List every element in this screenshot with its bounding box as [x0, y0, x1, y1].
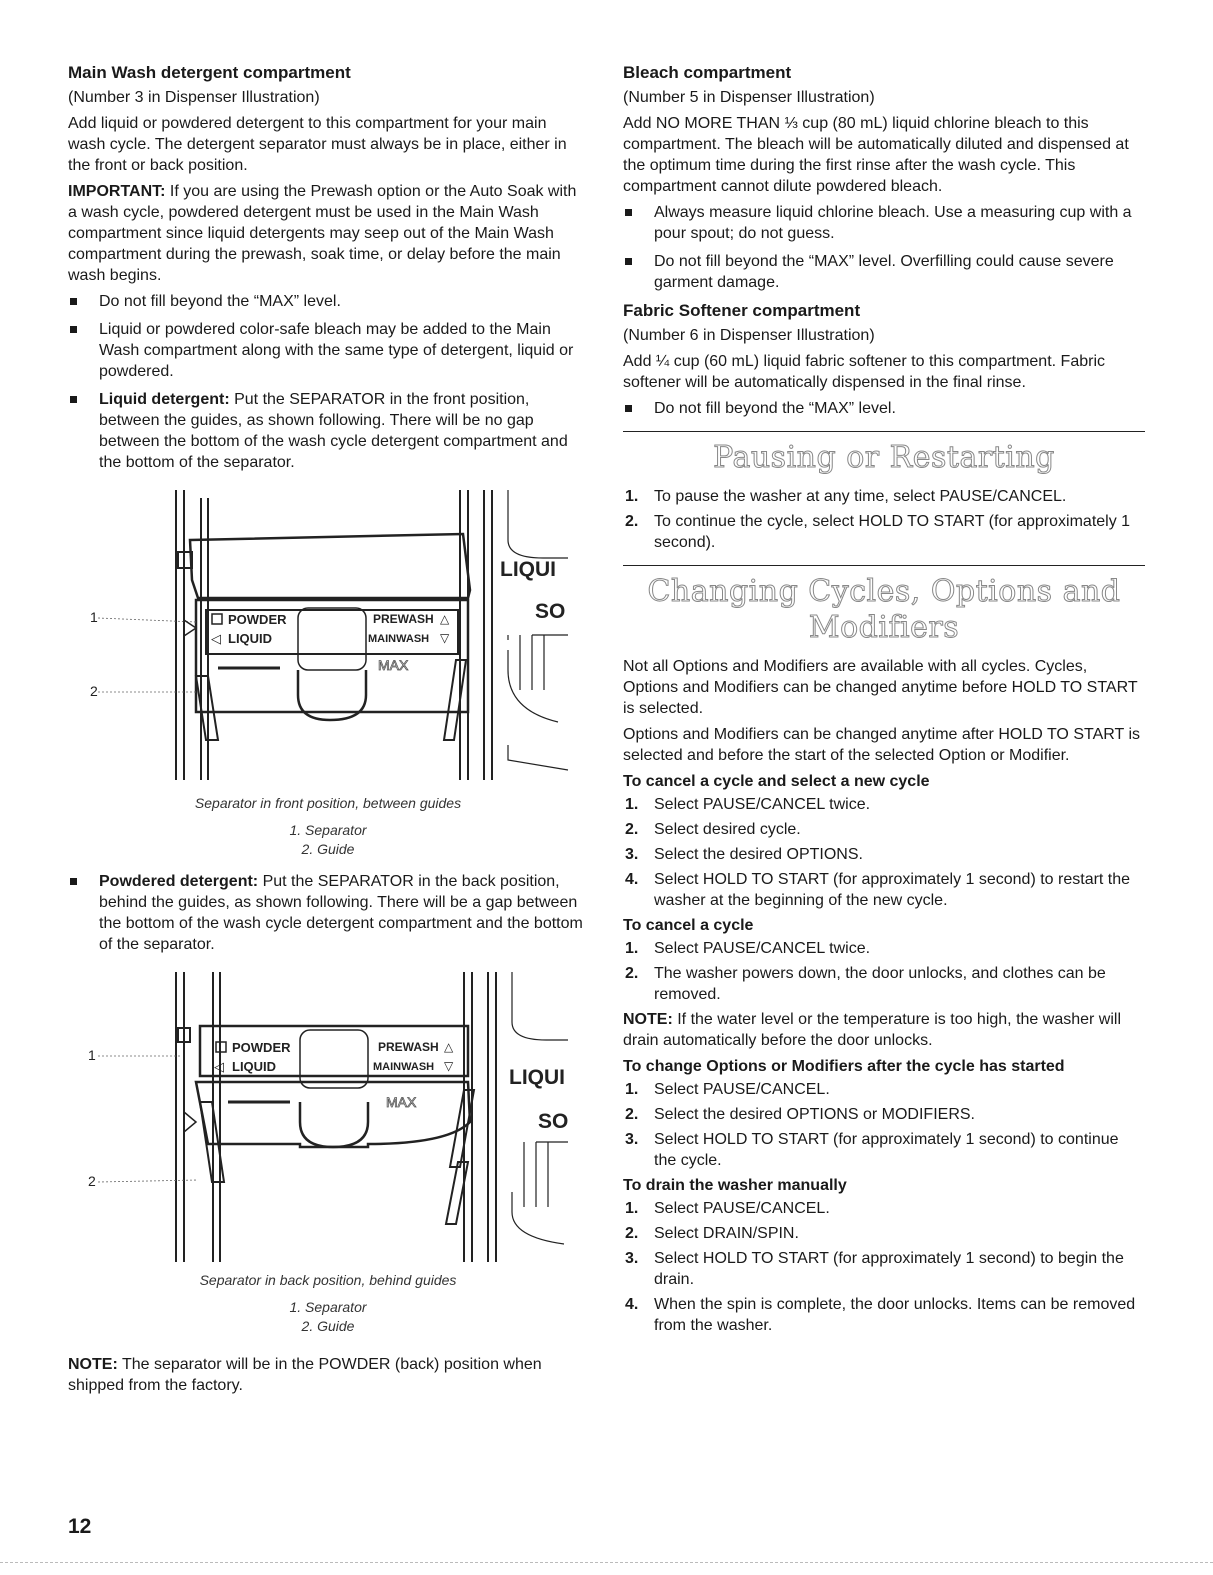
main-wash-subtitle: (Number 3 in Dispenser Illustration)	[68, 89, 320, 106]
cancel-cycle-steps	[623, 938, 1145, 1005]
cancel-new-cycle-heading: To cancel a cycle and select a new cycle	[623, 773, 930, 790]
pausing-section-title: Pausing or Restarting	[713, 440, 1055, 475]
bullet-color-safe-bleach: Liquid or powdered color-safe bleach may be added to the Main Wash compartment along with the same type of detergent, liquid or powdered.	[68, 319, 588, 382]
bleach-bullet-max: Do not fill beyond the “MAX” level. Overfilling could cause severe garment damage.	[623, 251, 1145, 293]
bleach-heading: Bleach compartment	[623, 63, 792, 82]
factory-note-text: The separator will be in the POWDER (back) position when shipped from the factory.	[68, 1356, 542, 1394]
fig2-max-mark: MAX	[386, 1094, 417, 1110]
cancel-new-step-2: 2. Select desired cycle.	[625, 821, 801, 838]
fig1-legend-2: 2. Guide	[301, 841, 355, 857]
fig1-callout-1: 1	[90, 609, 98, 625]
softener-bullet-max: Do not fill beyond the “MAX” level.	[623, 398, 1145, 419]
fig1-so-label: SO	[535, 600, 566, 623]
powdered-bullet-list	[68, 871, 588, 955]
softener-subtitle: (Number 6 in Dispenser Illustration)	[623, 327, 875, 344]
change-step-1: 1. Select PAUSE/CANCEL.	[625, 1081, 830, 1098]
drain-step-4: 4. When the spin is complete, the door unlocks. Items can be removed from the washer.	[625, 1296, 1136, 1334]
right-column	[623, 62, 1145, 1340]
fig1-callout-2: 2	[90, 683, 98, 699]
change-options-heading: To change Options or Modifiers after the cycle has started	[623, 1058, 1065, 1075]
fig1-caption: Separator in front position, between guides	[194, 795, 462, 811]
main-wash-heading: Main Wash detergent compartment	[68, 63, 351, 82]
bullet-powdered-detergent	[68, 871, 588, 955]
left-column	[68, 62, 588, 1401]
fig2-powder-label: POWDER	[232, 1040, 291, 1055]
fig2-liqui-label: LIQUI	[509, 1066, 565, 1089]
fig1-liqui-label: LIQUI	[500, 558, 556, 581]
fig1-prewash-label: PREWASH	[373, 612, 434, 626]
drain-step-1: 1. Select PAUSE/CANCEL.	[625, 1200, 830, 1217]
pausing-step-2: 2. To continue the cycle, select HOLD TO START (for approximately 1 second).	[625, 513, 1131, 551]
bullet-liquid-detergent	[68, 389, 588, 473]
fig2-liquid-arrow-icon: ◁	[214, 1059, 224, 1074]
page-number: 12	[68, 1515, 92, 1538]
separator-back-illustration	[68, 962, 588, 1267]
change-step-3: 3. Select HOLD TO START (for approximately 1 second) to continue the cycle.	[625, 1131, 1119, 1169]
changing-paragraph-2: Options and Modifiers can be changed anytime after HOLD TO START is selected and before the start of the selected Option or Modifier.	[623, 726, 1140, 764]
powdered-detergent-label: Powdered detergent:	[99, 873, 259, 890]
pausing-step-1: 1. To pause the washer at any time, select PAUSE/CANCEL.	[625, 488, 1067, 505]
separator-front-illustration	[68, 480, 588, 790]
fig2-prewash-arrow-icon: △	[444, 1040, 454, 1054]
fig1-prewash-arrow-icon: △	[440, 612, 450, 626]
fig1-mainwash-arrow-icon: ▽	[440, 631, 450, 645]
main-wash-bullets	[68, 291, 588, 473]
cancel-cycle-heading: To cancel a cycle	[623, 917, 754, 934]
cancel-new-step-3: 3. Select the desired OPTIONS.	[625, 846, 863, 863]
bleach-bullet-measure: Always measure liquid chlorine bleach. Use a measuring cup with a pour spout; do not guess.	[623, 202, 1145, 244]
separator-front-figure	[68, 480, 588, 859]
drain-step-2: 2. Select DRAIN/SPIN.	[625, 1225, 799, 1242]
bleach-subtitle: (Number 5 in Dispenser Illustration)	[623, 89, 875, 106]
separator-back-figure	[68, 962, 588, 1336]
fig2-caption: Separator in back position, behind guides	[199, 1272, 457, 1288]
softener-heading: Fabric Softener compartment	[623, 301, 861, 320]
changing-paragraph-1: Not all Options and Modifiers are available with all cycles. Cycles, Options and Modifiers can be changed anytime before HOLD TO START is selected.	[623, 658, 1138, 717]
pausing-steps	[623, 486, 1145, 553]
drain-manually-heading: To drain the washer manually	[623, 1177, 847, 1194]
bleach-bullets	[623, 202, 1145, 293]
change-options-steps	[623, 1079, 1145, 1171]
fig1-liquid-label: LIQUID	[228, 631, 273, 646]
fig2-mainwash-label: MAINWASH	[373, 1061, 435, 1073]
section-divider-1	[623, 431, 1145, 432]
cancel-step-2: 2. The washer powers down, the door unlocks, and clothes can be removed.	[625, 965, 1106, 1003]
cancel-new-cycle-steps	[623, 794, 1145, 911]
fig2-legend-2: 2. Guide	[301, 1318, 355, 1334]
powdered-detergent-text: Put the SEPARATOR in the back position, behind the guides, as shown following. There will be a gap between the bottom of the wash cycle detergent compartment and the bottom of the separator.	[99, 873, 583, 953]
fig1-max-mark: MAX	[378, 657, 409, 673]
fig1-powder-label: POWDER	[228, 612, 287, 627]
fig2-callout-1: 1	[88, 1047, 96, 1063]
factory-note-label: NOTE:	[68, 1356, 118, 1373]
softener-paragraph: Add ¼ cup (60 mL) liquid fabric softener to this compartment. Fabric softener will be automatically dispensed in the final rinse.	[623, 353, 1105, 391]
fig2-liquid-label: LIQUID	[232, 1059, 277, 1074]
fig2-legend-1: 1. Separator	[289, 1299, 367, 1315]
liquid-detergent-label: Liquid detergent:	[99, 391, 230, 408]
bottom-rule	[0, 1562, 1213, 1563]
fig1-mainwash-label: MAINWASH	[368, 633, 430, 645]
water-level-note-text: If the water level or the temperature is too high, the washer will drain automatically before the door unlocks.	[623, 1011, 1121, 1049]
fig1-liquid-arrow-icon: ◁	[211, 631, 221, 646]
important-paragraph	[68, 181, 588, 286]
main-wash-paragraph: Add liquid or powdered detergent to this compartment for your main wash cycle. The detergent separator must always be in place, either in the front or back position.	[68, 115, 567, 174]
factory-note	[68, 1354, 588, 1396]
fig1-legend-1: 1. Separator	[289, 822, 367, 838]
drain-steps	[623, 1198, 1145, 1336]
drain-step-3: 3. Select HOLD TO START (for approximately 1 second) to begin the drain.	[625, 1250, 1124, 1288]
water-level-note-label: NOTE:	[623, 1011, 673, 1028]
change-step-2: 2. Select the desired OPTIONS or MODIFIERS.	[625, 1106, 975, 1123]
fig2-so-label: SO	[538, 1110, 569, 1133]
cancel-new-step-1: 1. Select PAUSE/CANCEL twice.	[625, 796, 871, 813]
bullet-max-level: Do not fill beyond the “MAX” level.	[68, 291, 588, 312]
cancel-step-1: 1. Select PAUSE/CANCEL twice.	[625, 940, 871, 957]
section-divider-2	[623, 565, 1145, 566]
liquid-detergent-text: Put the SEPARATOR in the front position, between the guides, as shown following. There will be no gap between the bottom of the wash cycle detergent compartment and the bottom of the separator.	[99, 391, 568, 471]
softener-bullets	[623, 398, 1145, 419]
water-level-note	[623, 1009, 1145, 1051]
changing-section-title: Changing Cycles, Options and Modifiers	[647, 574, 1121, 645]
fig2-mainwash-arrow-icon: ▽	[444, 1059, 454, 1073]
cancel-new-step-4: 4. Select HOLD TO START (for approximately 1 second) to restart the washer at the beginning of the new cycle.	[625, 871, 1131, 909]
fig2-prewash-label: PREWASH	[378, 1040, 439, 1054]
bleach-paragraph: Add NO MORE THAN ⅓ cup (80 mL) liquid chlorine bleach to this compartment. The bleach will be automatically diluted and dispensed at the optimum time during the first rinse after the wash cycle. This compartment cannot dilute powdered bleach.	[623, 115, 1129, 195]
important-label: IMPORTANT:	[68, 183, 166, 200]
important-text: If you are using the Prewash option or the Auto Soak with a wash cycle, powdered detergent must be used in the Main Wash compartment since liquid detergents may seep out of the Main Wash compartment during the prewash, soak time, or delay before the main wash begins.	[68, 183, 577, 284]
fig2-callout-2: 2	[88, 1173, 96, 1189]
